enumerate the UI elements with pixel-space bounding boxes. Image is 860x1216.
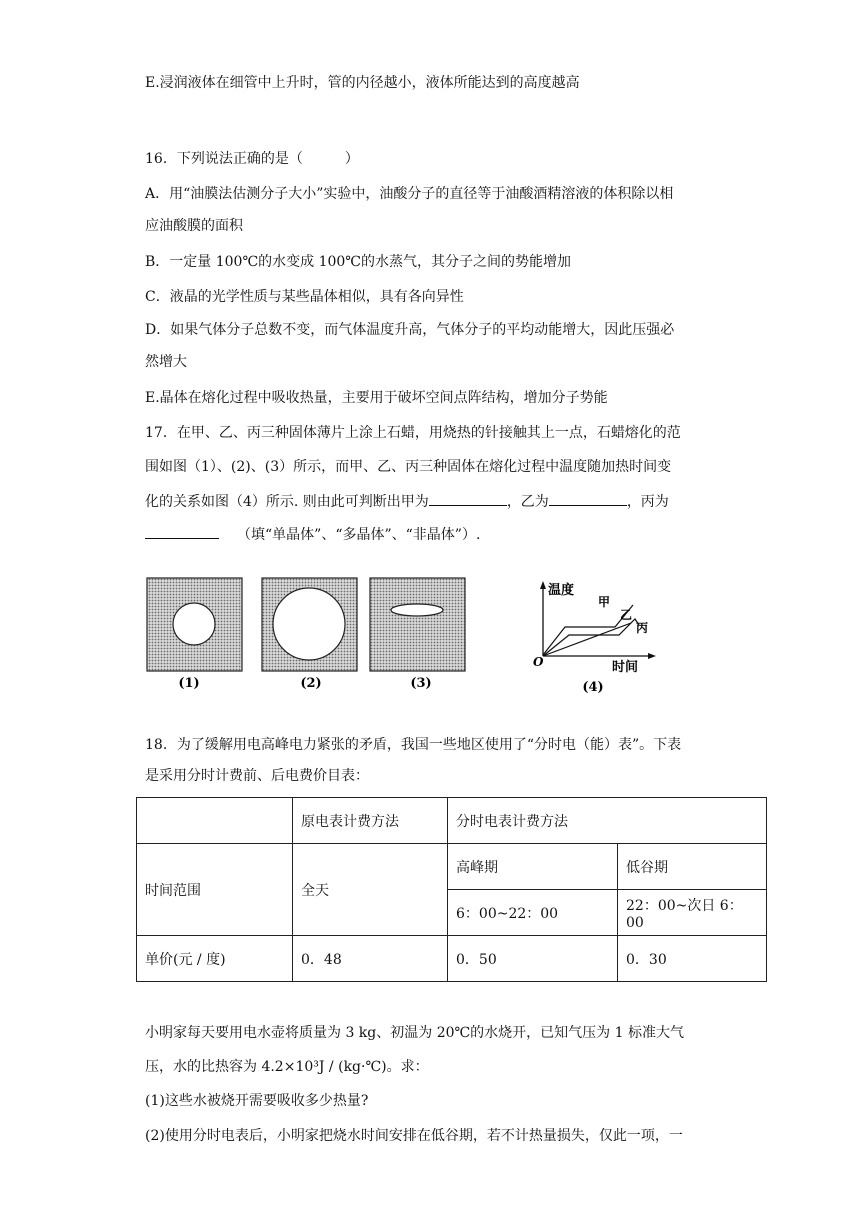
cell-valley-time: 22：00~次日 6：00 <box>618 890 767 936</box>
panel-4-graph <box>533 581 656 695</box>
question-18-para-line1: 小明家每天要用电水壶将质量为 3 kg、初温为 20℃的水烧开，已知气压为 1 标准大气 <box>145 1025 684 1041</box>
table-row <box>137 936 767 982</box>
option-15e: E.浸润液体在细管中上升时，管的内径越小，液体所能达到的高度越高 <box>145 75 580 91</box>
option-16e: E.晶体在熔化过程中吸收热量，主要用于破坏空间点阵结构，增加分子势能 <box>145 390 608 406</box>
option-16b: B．一定量 100℃的水变成 100℃的水蒸气，其分子之间的势能增加 <box>145 254 571 270</box>
origin-label: O <box>533 655 544 669</box>
question-16-stem: 16．下列说法正确的是（ ） <box>145 151 359 167</box>
table-cell-empty <box>137 798 293 844</box>
panel-1 <box>147 578 242 691</box>
question-18-para-line2: 压，水的比热容为 4.2×10³J / (kg·℃)。求： <box>145 1059 429 1075</box>
panel-2 <box>262 578 357 691</box>
panel-1-label: (1) <box>178 676 200 691</box>
option-16d-line1: D．如果气体分子总数不变，而气体温度升高，气体分子的平均动能增大，因此压强必 <box>145 322 675 338</box>
cell-all-day: 全天 <box>293 844 448 936</box>
q17-text-a: 化的关系如图（4）所示. 则由此可判断出甲为 <box>145 494 429 510</box>
header-peak: 高峰期 <box>448 844 618 890</box>
q17-text-b: ，乙为 <box>506 494 549 510</box>
option-16a-line1: A．用“油膜法估测分子大小”实验中，油酸分子的直径等于油酸酒精溶液的体积除以相 <box>145 186 674 202</box>
header-valley: 低谷期 <box>618 844 767 890</box>
curve-label-bing: 丙 <box>636 621 649 635</box>
option-16d-line2: 然增大 <box>145 354 187 370</box>
option-16c: C．液晶的光学性质与某些晶体相似，具有各向异性 <box>145 289 464 305</box>
curve-label-yi: 乙 <box>620 608 633 622</box>
table-row <box>137 798 767 844</box>
answer-blank-jia <box>429 491 507 506</box>
cell-price-peak: 0．50 <box>448 936 618 982</box>
header-time-of-use: 分时电表计费方法 <box>448 798 767 844</box>
cell-price-original: 0．48 <box>293 936 448 982</box>
question-18-sub1: (1)这些水被烧开需要吸收多少热量? <box>145 1093 369 1109</box>
curve-label-jia: 甲 <box>598 595 611 609</box>
row-label-price: 单价(元 / 度) <box>137 936 293 982</box>
answer-blank-yi <box>549 491 627 506</box>
header-original-meter: 原电表计费方法 <box>293 798 448 844</box>
question-17-line1: 17．在甲、乙、丙三种固体薄片上涂上石蜡，用烧热的针接触其上一点，石蜡熔化的范 <box>145 425 681 441</box>
q17-text-c: ，丙为 <box>626 494 669 510</box>
question-17-line4 <box>145 524 480 545</box>
q17-fill-hint: （填“单晶体”、“多晶体”、“非晶体”）. <box>237 527 481 543</box>
question-17-line3 <box>145 491 669 512</box>
x-axis-label: 时间 <box>612 660 639 675</box>
question-17-line2: 围如图（1）、(2)、(3）所示，而甲、乙、丙三种固体在熔化过程中温度随加热时间变 <box>145 459 672 475</box>
y-axis-label: 温度 <box>548 583 575 598</box>
cell-price-valley: 0．30 <box>618 936 767 982</box>
electricity-price-table <box>136 797 767 982</box>
row-label-time-range: 时间范围 <box>137 844 293 936</box>
question-18-line1: 18．为了缓解用电高峰电力紧张的矛盾，我国一些地区使用了“分时电（能）表”。下表 <box>145 737 682 753</box>
question-18-line2: 是采用分时计费前、后电费价目表： <box>145 768 369 784</box>
wax-melting-figure <box>145 575 665 700</box>
question-18-sub2: (2)使用分时电表后，小明家把烧水时间安排在低谷期，若不计热量损失，仅此一项，一 <box>145 1128 683 1144</box>
panel-3 <box>370 578 465 691</box>
panel-4-label: (4) <box>582 680 604 695</box>
answer-blank-bing <box>145 524 219 539</box>
panel-2-label: (2) <box>300 676 322 691</box>
panel-3-label: (3) <box>410 676 432 691</box>
curve-bing <box>543 623 631 656</box>
table-row <box>137 844 767 890</box>
option-16a-line2: 应油酸膜的面积 <box>145 218 243 234</box>
cell-peak-time: 6：00~22：00 <box>448 890 618 936</box>
